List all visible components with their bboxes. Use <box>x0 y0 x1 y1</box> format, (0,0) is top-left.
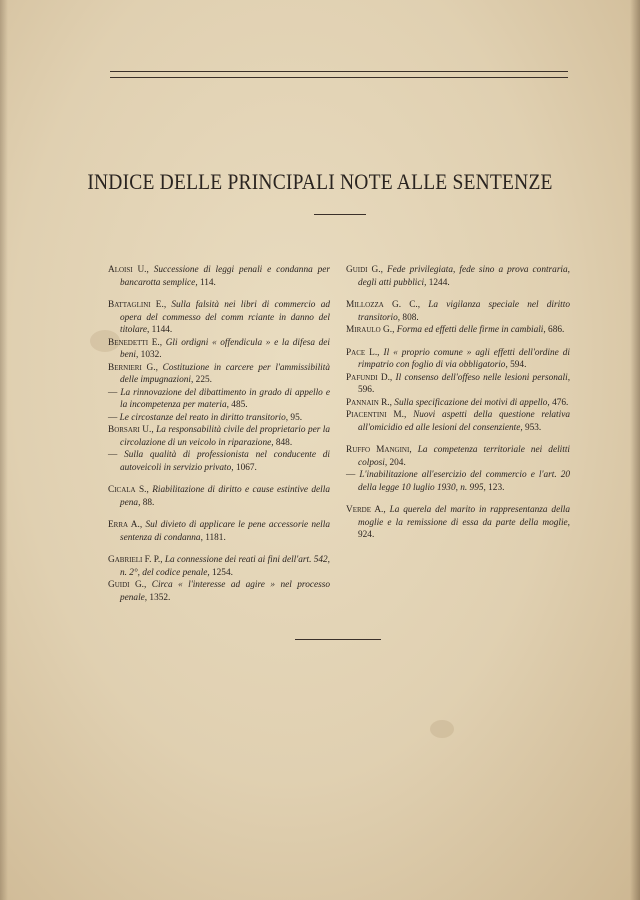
entry-separator: , <box>151 425 157 435</box>
entry-title: La vigilanza speciale nel diritto transitorio <box>358 300 570 323</box>
entry-separator: , <box>389 397 395 408</box>
entry-separator: , <box>143 580 152 590</box>
index-entry <box>108 412 330 425</box>
bottom-rule <box>295 639 381 640</box>
index-entry <box>346 299 570 324</box>
top-double-rule <box>110 71 568 78</box>
index-entry <box>108 387 330 412</box>
entry-separator: , <box>159 337 166 348</box>
index-entry <box>108 337 330 362</box>
index-entry <box>346 264 570 289</box>
entry-author: Guidi G. <box>108 580 144 590</box>
entry-title: L'inabilitazione all'esercizio del commercio e l'art. 20 della legge 10 luglio 1930, n. 995 <box>358 470 570 493</box>
entry-author: Millozza G. C. <box>346 300 418 310</box>
entry-title: Costituzione in carcere per l'ammissibilità delle impugnazioni <box>120 362 330 385</box>
entry-title: Sulla specificazione dei motivi di appello <box>394 397 548 408</box>
entry-author: Cicala S. <box>108 485 147 495</box>
entry-title: La rinnovazione del dibattimento in grado di appello e la incompetenza per materia <box>120 387 330 410</box>
entry-page-ref: , 1144. <box>147 325 173 335</box>
entry-page-ref: , 204. <box>384 457 406 468</box>
entry-author: Pace L. <box>346 347 378 358</box>
index-entry <box>346 347 570 372</box>
entry-separator: , <box>389 372 396 383</box>
index-entry <box>346 409 570 434</box>
entry-page-ref: , 1244. <box>424 277 450 288</box>
entry-title: Fede privilegiata, fede sino a prova contraria, degli atti pubblici <box>358 265 570 288</box>
index-entry <box>346 504 570 542</box>
entry-author: Gabrieli F. P. <box>108 555 161 565</box>
entry-page-ref: , 808. <box>397 312 419 323</box>
entry-page-ref: , 686. <box>543 325 565 335</box>
entry-title: La querela del marito in rappresentanza della moglie e la remissione di essa da parte della moglie <box>358 505 571 528</box>
entry-title: La connessione dei reati ai fini dell'art. 542, n. 2°, del codice penale <box>120 555 330 578</box>
title-underline <box>314 214 366 215</box>
entry-author: Aloisi U. <box>108 265 147 275</box>
entry-title: Circa « l'interesse ad agire » nel processo penale <box>120 580 330 603</box>
entry-page-ref: , 594. <box>505 360 527 370</box>
entry-page-ref: , 88. <box>138 497 155 508</box>
entry-page-ref: , 924. <box>358 517 570 540</box>
index-entry <box>108 484 330 509</box>
entry-separator: , <box>403 410 414 420</box>
entry-title: La responsabilità civile del proprietario per la circolazione di un veicolo in riparazione <box>120 425 330 448</box>
index-entry <box>108 264 330 289</box>
index-entry <box>108 519 330 544</box>
entry-separator: , <box>139 520 146 530</box>
entry-separator: , <box>146 485 153 495</box>
entry-title: Nuovi aspetti della questione relativa all'omicidio ed alle lesioni del consenziente <box>358 410 571 433</box>
entry-page-ref: , 1352. <box>144 592 171 603</box>
entry-page-ref: , 114. <box>195 277 216 288</box>
entry-title: Il « proprio comune » agli effetti dell'ordine di rimpatrio con foglio di via obbligatorio <box>358 347 570 370</box>
entry-page-ref: , 1032. <box>136 350 162 360</box>
entry-title: Forma ed effetti delle firme in cambiali <box>396 325 544 335</box>
entry-author: Guidi G. <box>346 265 381 275</box>
left-index-column <box>108 264 330 604</box>
entry-title: Gli ordigni « offendicula » e la difesa dei beni <box>120 337 330 360</box>
page-left-shadow <box>0 0 8 900</box>
page-right-shadow <box>630 0 640 900</box>
entry-separator: , <box>409 445 418 455</box>
index-entry <box>108 362 330 387</box>
entry-page-ref: , 953. <box>520 422 542 433</box>
entry-author: Pannain R. <box>346 397 390 408</box>
entry-page-ref: , 225. <box>191 375 212 385</box>
entry-separator: , <box>163 300 172 310</box>
entry-page-ref: , 848. <box>271 437 293 448</box>
entry-author: — <box>108 450 118 460</box>
entry-separator: , <box>155 362 163 373</box>
index-entry <box>346 469 570 494</box>
entry-author: Miraulo G. <box>346 325 393 335</box>
entry-title: Le circostanze del reato in diritto transitorio <box>119 412 286 423</box>
index-entry <box>346 324 570 337</box>
entry-author: Ruffo Mangini <box>346 445 410 455</box>
index-entry <box>108 449 330 474</box>
entry-title: Sulla qualità di professionista nel conducente di autoveicoli in servizio privato <box>120 450 330 473</box>
entry-page-ref: , 476. <box>547 397 569 408</box>
entry-page-ref: , 1067. <box>231 462 257 473</box>
entry-author: — <box>346 470 356 480</box>
entry-author: — <box>108 412 118 423</box>
entry-separator: , <box>380 265 387 275</box>
entry-author: Borsari U. <box>108 425 152 435</box>
entry-title: Successione di leggi penali e condanna per bancarotta semplice <box>120 265 330 288</box>
entry-author: Erra A. <box>108 520 140 530</box>
index-entry <box>108 299 330 337</box>
entry-page-ref: , 95. <box>285 412 303 423</box>
right-index-column <box>346 264 570 542</box>
index-entry <box>346 397 570 410</box>
entry-page-ref: , 596. <box>358 372 571 395</box>
entry-author: — <box>108 387 118 398</box>
entry-separator: , <box>146 265 154 275</box>
entry-title: Sul divieto di applicare le pene accessorie nella sentenza di condanna <box>120 520 330 543</box>
index-entry <box>108 579 330 604</box>
entry-separator: , <box>160 555 165 565</box>
entry-author: Battaglini E. <box>108 300 164 310</box>
index-entry <box>108 424 330 449</box>
entry-author: Pafundi D. <box>346 372 390 383</box>
entry-author: Piacentini M. <box>346 410 404 420</box>
index-entry <box>346 372 570 397</box>
entry-page-ref: , 1254. <box>207 567 233 578</box>
paper-stain <box>430 720 454 738</box>
index-entry <box>108 554 330 579</box>
entry-author: Bernieri G. <box>108 362 156 373</box>
entry-page-ref: , 123. <box>483 482 505 493</box>
entry-separator: , <box>392 325 397 335</box>
entry-separator: , <box>417 300 429 310</box>
page-title: INDICE DELLE PRINCIPALI NOTE ALLE SENTENZE <box>87 170 553 195</box>
entry-author: Benedetti E. <box>108 337 160 348</box>
entry-page-ref: , 1181. <box>200 532 226 543</box>
entry-title: Sulla falsità nei libri di commercio ad opera del commesso del comm rciante in danno del titolare <box>120 300 330 335</box>
entry-author: Verde A. <box>346 505 384 515</box>
entry-separator: , <box>383 505 390 515</box>
entry-page-ref: , 485. <box>226 400 248 410</box>
entry-title: Il consenso dell'offeso nelle lesioni personali <box>395 372 568 383</box>
index-entry <box>346 444 570 469</box>
entry-separator: , <box>377 347 384 358</box>
entry-title: La competenza territoriale nei delitti colposi <box>358 445 570 468</box>
entry-title: Riabilitazione di diritto e cause estintive della pena <box>120 485 330 508</box>
